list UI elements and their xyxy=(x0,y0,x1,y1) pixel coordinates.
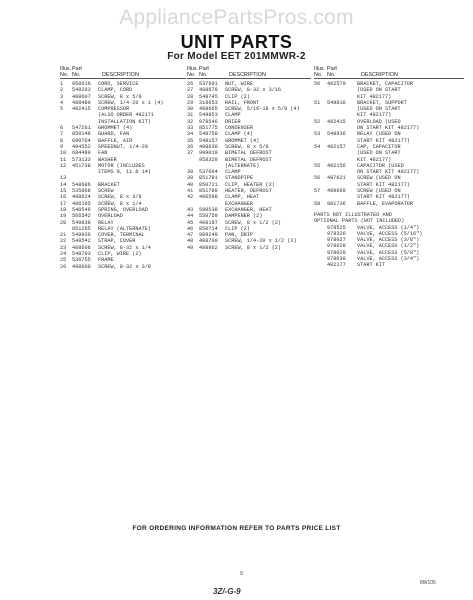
part-description: CAPACITOR (USED xyxy=(357,162,404,169)
part-number: 950616 xyxy=(72,81,91,87)
header-illus: Illus. xyxy=(60,66,72,72)
part-number: 482157 xyxy=(327,143,346,150)
illus-number: 47 xyxy=(187,232,194,239)
column-header xyxy=(314,60,464,79)
illus-number: 35 xyxy=(187,137,194,144)
part-number: 488679 xyxy=(199,87,218,94)
header-no: No. xyxy=(314,72,323,78)
part-number: 537691 xyxy=(199,81,218,87)
part-number: 408197 xyxy=(199,219,218,226)
part-description: GROMMET (4) xyxy=(225,137,260,144)
part-description: START KIT 482177) xyxy=(357,181,410,188)
header-part: Part xyxy=(327,66,337,72)
part-description: BAFFLE, EVAPORATOR xyxy=(357,200,414,207)
part-description: SCREW, 8 x 1/4 xyxy=(98,200,142,207)
illus-number: 26 xyxy=(187,81,194,87)
part-number: 482415 xyxy=(327,118,346,125)
part-description: (ALSO ORDER 482171 xyxy=(98,112,155,119)
illus-number: 15 xyxy=(60,188,67,195)
part-description: VALVE, ACCESS (1/2") xyxy=(357,243,420,250)
header-part-no: No. xyxy=(199,72,208,78)
part-number: 548293 xyxy=(72,87,91,94)
part-description: MOTOR (INCLUDES xyxy=(98,162,145,169)
part-description: BAFFLE, AIR xyxy=(98,137,133,144)
part-description: RELAY (ALTERNATE) xyxy=(98,225,151,232)
part-description: SCREW, 8-32 x 3/16 xyxy=(225,87,282,94)
header-description: DESCRIPTION xyxy=(102,72,139,78)
illus-number: 20 xyxy=(60,219,67,226)
illus-number: 31 xyxy=(187,112,194,119)
part-description: EXCHANGER, HEAT xyxy=(225,206,272,213)
part-description: WASHER xyxy=(98,156,117,163)
part-number: 488630 xyxy=(199,143,218,150)
part-description: CLIP (2) xyxy=(225,225,250,232)
part-number: 978030 xyxy=(327,256,346,263)
part-number: 566542 xyxy=(72,213,91,220)
part-description: EXCHANGER xyxy=(225,200,254,207)
header-part-no: No. xyxy=(327,72,336,78)
illus-number: 55 xyxy=(314,162,321,169)
part-number: 549542 xyxy=(72,238,91,245)
page-title: UNIT PARTS xyxy=(180,32,293,52)
part-description: SCREW xyxy=(98,188,114,195)
illus-number: 10 xyxy=(60,150,67,157)
illus-number: 53 xyxy=(314,131,321,138)
part-row xyxy=(314,201,464,207)
part-description: CLAMP, HEAT xyxy=(225,194,260,201)
part-number: 547261 xyxy=(72,125,91,132)
part-description: KIT 482177) xyxy=(357,156,392,163)
illus-number: 9 xyxy=(60,143,64,150)
model-subtitle: For Model EET 201MMWR-2 xyxy=(167,51,306,62)
part-description: VALVE, ACCESS (5/16") xyxy=(357,230,423,237)
part-number: 684480 xyxy=(72,150,91,157)
part-number: 958329 xyxy=(199,156,218,163)
part-number: 550759 xyxy=(199,213,218,220)
illus-number: 25 xyxy=(60,257,67,264)
illus-number: 13 xyxy=(60,175,67,182)
illus-number: 12 xyxy=(60,162,67,169)
part-description: START KIT xyxy=(357,262,386,269)
part-description: START KIT 482177) xyxy=(357,194,410,201)
part-number: 482415 xyxy=(72,106,91,113)
part-number: 978028 xyxy=(327,243,346,250)
illus-number: 38 xyxy=(187,169,194,176)
part-number: 318653 xyxy=(199,99,218,106)
parts-column-2 xyxy=(187,60,311,251)
part-number: 851265 xyxy=(72,225,91,232)
part-description: START KIT 482177) xyxy=(357,137,410,144)
header-description: DESCRIPTION xyxy=(229,72,266,78)
part-number: 549936 xyxy=(72,232,91,239)
part-description: CORD, SERVICE xyxy=(98,81,139,87)
part-number: 451738 xyxy=(72,162,91,169)
part-number: 548793 xyxy=(72,251,91,258)
illus-number: 5 xyxy=(60,106,64,113)
illus-number: 16 xyxy=(60,194,67,201)
illus-number: 7 xyxy=(60,131,64,138)
part-description: SCREW, 8 x 5/8 xyxy=(98,93,142,100)
part-number: 535868 xyxy=(72,188,91,195)
part-description: SPEEDNUT, 1/4-20 xyxy=(98,143,148,150)
part-number: 978546 xyxy=(199,118,218,125)
illus-number: 24 xyxy=(60,251,67,258)
part-number: 488607 xyxy=(72,93,91,100)
part-description: FRAME xyxy=(98,257,114,264)
illus-number: 48 xyxy=(187,238,194,245)
part-description: CLAMP xyxy=(225,112,241,119)
parts-column-1 xyxy=(60,60,186,270)
part-description: GUARD, FAN xyxy=(98,131,130,138)
part-number: 573133 xyxy=(72,156,91,163)
illus-number: 19 xyxy=(60,213,67,220)
part-description: SCREW, 8 x 3/8 xyxy=(98,194,142,201)
part-row xyxy=(187,245,311,251)
page-number: 9 xyxy=(240,571,243,577)
part-description: BRACKET xyxy=(98,181,120,188)
part-number: 590538 xyxy=(199,206,218,213)
part-description: COVER, TERMINAL xyxy=(98,232,145,239)
part-description: GROMMET (4) xyxy=(98,125,133,132)
part-description: SPRING, OVERLOAD xyxy=(98,206,148,213)
column-header xyxy=(60,60,186,79)
part-description: STRAP, COVER xyxy=(98,238,136,245)
part-description: CLIP (2) xyxy=(225,93,250,100)
illus-number: 54 xyxy=(314,143,321,150)
part-description: KIT 482177) xyxy=(357,93,392,100)
part-description: ON START KIT 482177) xyxy=(357,169,420,176)
part-description: RELAY (USED ON xyxy=(357,131,401,138)
part-description: (USED ON START xyxy=(357,106,401,113)
illus-number: 41 xyxy=(187,188,194,195)
part-description: SCREW, 8 x 1/2 (2) xyxy=(225,244,282,251)
print-stamp: 3Z/-G-9 xyxy=(213,587,241,596)
part-number: 537064 xyxy=(199,169,218,176)
part-number: 482177 xyxy=(327,262,346,269)
illus-number: 3 xyxy=(60,93,64,100)
illus-number: 52 xyxy=(314,118,321,125)
illus-number: 1 xyxy=(60,81,64,87)
illus-number: 50 xyxy=(314,81,321,87)
part-number: 488600 xyxy=(72,263,91,270)
part-number: 981736 xyxy=(327,200,346,207)
illus-number: 2 xyxy=(60,87,64,94)
part-description: RAIL, FRONT xyxy=(225,99,260,106)
part-number: 989249 xyxy=(199,232,218,239)
part-number: 488480 xyxy=(72,99,91,106)
part-description: SCREW, 1/4-20 x 1 (4) xyxy=(98,99,164,106)
illus-number: 28 xyxy=(187,93,194,100)
part-number: 549853 xyxy=(199,112,218,119)
part-description: DAMPENER (2) xyxy=(225,213,263,220)
part-number: 999019 xyxy=(199,150,218,157)
header-no: No. xyxy=(187,72,196,78)
part-description: BRACKET, CAPACITOR xyxy=(357,81,414,87)
header-no: No. xyxy=(60,72,69,78)
part-number: 978525 xyxy=(327,224,346,231)
part-number: 548546 xyxy=(72,206,91,213)
part-number: 548686 xyxy=(72,181,91,188)
part-description: (USED ON START xyxy=(357,87,401,94)
illus-number: 17 xyxy=(60,200,67,207)
illus-number: 26 xyxy=(60,263,67,270)
parts-list xyxy=(60,81,186,270)
part-number: 488624 xyxy=(72,194,91,201)
illus-number: 33 xyxy=(187,125,194,132)
part-number: 850721 xyxy=(199,181,218,188)
part-description: CLAMP xyxy=(225,169,241,176)
illus-number: 11 xyxy=(60,156,67,163)
part-description: CAP, CAPACITOR xyxy=(357,143,401,150)
part-description: BIMETAL DEFROST xyxy=(225,156,272,163)
illus-number: 4 xyxy=(60,99,64,106)
part-description: ON START KIT 482177) xyxy=(357,125,420,132)
part-number: 978027 xyxy=(327,237,346,244)
part-description: DRIER xyxy=(225,118,241,125)
part-number: 482579 xyxy=(327,81,346,87)
part-description: SCREW, 8-32 x 1/4 xyxy=(98,244,151,251)
part-number: 488665 xyxy=(199,106,218,113)
part-description: STANDPIPE xyxy=(225,175,254,182)
part-description: CLIP, WIRE (2) xyxy=(98,251,142,258)
part-number: 487621 xyxy=(327,175,346,182)
part-description: VALVE, ACCESS (3/8") xyxy=(357,237,420,244)
column-header xyxy=(187,60,311,79)
part-number: 851791 xyxy=(199,175,218,182)
illus-number: 56 xyxy=(314,175,321,182)
part-description: CLAMP (4) xyxy=(225,131,254,138)
illus-number: 42 xyxy=(187,194,194,201)
header-illus: Illus. xyxy=(187,66,199,72)
part-row xyxy=(314,262,464,268)
part-description: COMPRESSOR xyxy=(98,106,130,113)
part-description: VALVE, ACCESS (5/8") xyxy=(357,249,420,256)
part-number: 549816 xyxy=(327,99,346,106)
header-illus: Illus. xyxy=(314,66,326,72)
part-row xyxy=(60,264,186,270)
part-number: 489669 xyxy=(327,188,346,195)
illus-number: 29 xyxy=(187,99,194,106)
part-number: 851789 xyxy=(199,188,218,195)
parts-list xyxy=(187,81,311,251)
parts-list xyxy=(314,81,464,207)
illus-number: 46 xyxy=(187,225,194,232)
part-description: SCREW, 5/16-18 x 5/8 (4) xyxy=(225,106,300,113)
part-description: ITEMS 9, 11 & 14) xyxy=(98,169,151,176)
part-number: 486195 xyxy=(72,200,91,207)
part-description: NUT, WIRE xyxy=(225,81,254,87)
parts-column-3 xyxy=(314,60,464,269)
part-number: 488700 xyxy=(199,238,218,245)
part-number: 488962 xyxy=(199,244,218,251)
part-description: CLAMP, CORD xyxy=(98,87,133,94)
illus-number: 45 xyxy=(187,219,194,226)
part-description: CLIP, HEATER (2) xyxy=(225,181,275,188)
illus-number: 23 xyxy=(60,244,67,251)
illus-number: 18 xyxy=(60,206,67,213)
part-description: FAN xyxy=(98,150,108,157)
header-part-no: No. xyxy=(72,72,81,78)
part-description: OVERLOAD (USED xyxy=(357,118,401,125)
part-number: 482156 xyxy=(327,162,346,169)
part-number: 978029 xyxy=(327,249,346,256)
header-part: Part xyxy=(72,66,82,72)
not-illustrated-title-2: OPTIONAL PARTS (NOT INCLUDED) xyxy=(314,218,405,225)
part-number: 548157 xyxy=(199,137,218,144)
part-number: 850714 xyxy=(199,225,218,232)
part-description: SCREW (USED ON xyxy=(357,188,401,195)
illus-number xyxy=(314,262,327,268)
illus-number: 22 xyxy=(60,238,67,245)
illus-number: 49 xyxy=(187,244,194,251)
part-description: PAN, DRIP xyxy=(225,232,254,239)
part-number: 536755 xyxy=(72,257,91,264)
ordering-footer: FOR ORDERING INFORMATION REFER TO PARTS PRICE LIST xyxy=(132,525,341,532)
illus-number: 8 xyxy=(60,137,64,144)
illus-number: 58 xyxy=(314,200,321,207)
illus-number: 44 xyxy=(187,213,194,220)
part-number: 548745 xyxy=(199,93,218,100)
part-description: (ALTERNATE) xyxy=(225,162,260,169)
part-description: SCREW, 8-32 x 3/8 xyxy=(98,263,151,270)
illus-number: 30 xyxy=(187,106,194,113)
illus-number: 51 xyxy=(314,99,321,106)
illus-number: 21 xyxy=(60,232,67,239)
part-number: 690764 xyxy=(72,137,91,144)
part-description: KIT 482177) xyxy=(357,112,392,119)
part-description: OVERLOAD xyxy=(98,213,123,220)
header-description: DESCRIPTION xyxy=(361,72,398,78)
illus-number: 14 xyxy=(60,181,67,188)
part-number: 549838 xyxy=(72,219,91,226)
illus-number: 37 xyxy=(187,150,194,157)
not-illustrated-list xyxy=(314,225,464,269)
part-number: 488606 xyxy=(72,244,91,251)
part-description: BRACKET, SUPPORT xyxy=(357,99,407,106)
part-description: BIMETAL DEFROST xyxy=(225,150,272,157)
illus-number: 6 xyxy=(60,125,64,132)
part-number: 549936 xyxy=(327,131,346,138)
part-description: VALVE, ACCESS (3/4") xyxy=(357,256,420,263)
part-description: VALVE, ACCESS (1/4") xyxy=(357,224,420,231)
illus-number: 43 xyxy=(187,206,194,213)
illus-number: 40 xyxy=(187,181,194,188)
part-number: 851775 xyxy=(199,125,218,132)
illus-number: 32 xyxy=(187,118,194,125)
illus-number: 57 xyxy=(314,188,321,195)
watermark: AppliancePartsPros.com xyxy=(119,6,354,29)
illus-number: 36 xyxy=(187,143,194,150)
part-description: CONDENSER xyxy=(225,125,254,132)
part-number: 978326 xyxy=(327,230,346,237)
part-number: 850146 xyxy=(72,131,91,138)
illus-number: 27 xyxy=(187,87,194,94)
part-description: SCREW (USED ON xyxy=(357,175,401,182)
part-description: SCREW, 1/4-20 x 1/2 (2) xyxy=(225,238,297,245)
part-description: (USED ON START xyxy=(357,150,401,157)
not-illustrated-title: PARTS NOT ILLUSTRATED AND xyxy=(314,211,392,218)
header-part: Part xyxy=(199,66,209,72)
illus-number: 39 xyxy=(187,175,194,182)
part-description: SCREW, 8 x 5/8 xyxy=(225,143,269,150)
part-description: INSTALLATION KIT) xyxy=(98,118,151,125)
part-number: 486598 xyxy=(199,194,218,201)
part-number: 548750 xyxy=(199,131,218,138)
document-code: 8W105 xyxy=(420,580,436,586)
part-description: SCREW, 8 x 1/2 (2) xyxy=(225,219,282,226)
illus-number: 34 xyxy=(187,131,194,138)
part-number: 484552 xyxy=(72,143,91,150)
part-description: RELAY xyxy=(98,219,114,226)
part-description: HEATER, DEFROST xyxy=(225,188,272,195)
